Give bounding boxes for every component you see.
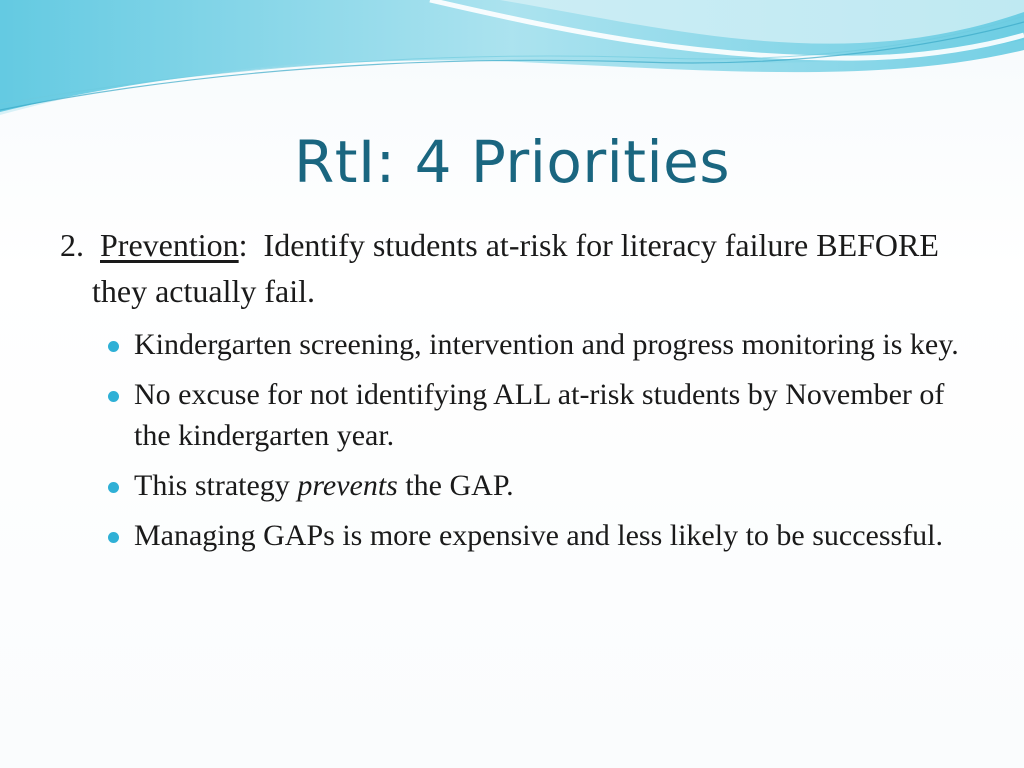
- bullet-text: Kindergarten screening, intervention and progress monitoring is key.: [134, 328, 959, 361]
- bullet-text: No excuse for not identifying ALL at-risk students by November of the kindergarten year.: [134, 378, 945, 452]
- slide-body: [60, 222, 960, 565]
- bullet-emphasis: prevents: [297, 469, 398, 502]
- bullet-list: [60, 324, 960, 556]
- main-point-separator: :: [238, 227, 248, 263]
- main-point-term: Prevention: [100, 227, 239, 263]
- bullet-item: [60, 465, 960, 506]
- main-point-number: 2.: [60, 227, 84, 263]
- main-point: [60, 222, 960, 314]
- bullet-text-after: the GAP.: [405, 469, 514, 502]
- bullet-item: [60, 324, 960, 365]
- bullet-dot-icon: [108, 341, 119, 352]
- bullet-dot-icon: [108, 532, 119, 543]
- bullet-dot-icon: [108, 391, 119, 402]
- bullet-text-before: This strategy: [134, 469, 290, 502]
- bullet-text: Managing GAPs is more expensive and less likely to be successful.: [134, 519, 944, 552]
- slide-title: RtI: 4 Priorities: [293, 128, 731, 196]
- main-point-text: Identify students at-risk for literacy failure BEFORE they actually fail.: [92, 227, 939, 309]
- bullet-dot-icon: [108, 482, 119, 493]
- bullet-item: [60, 374, 960, 456]
- bullet-item: [60, 515, 960, 556]
- decorative-wave-header: [0, 0, 1024, 130]
